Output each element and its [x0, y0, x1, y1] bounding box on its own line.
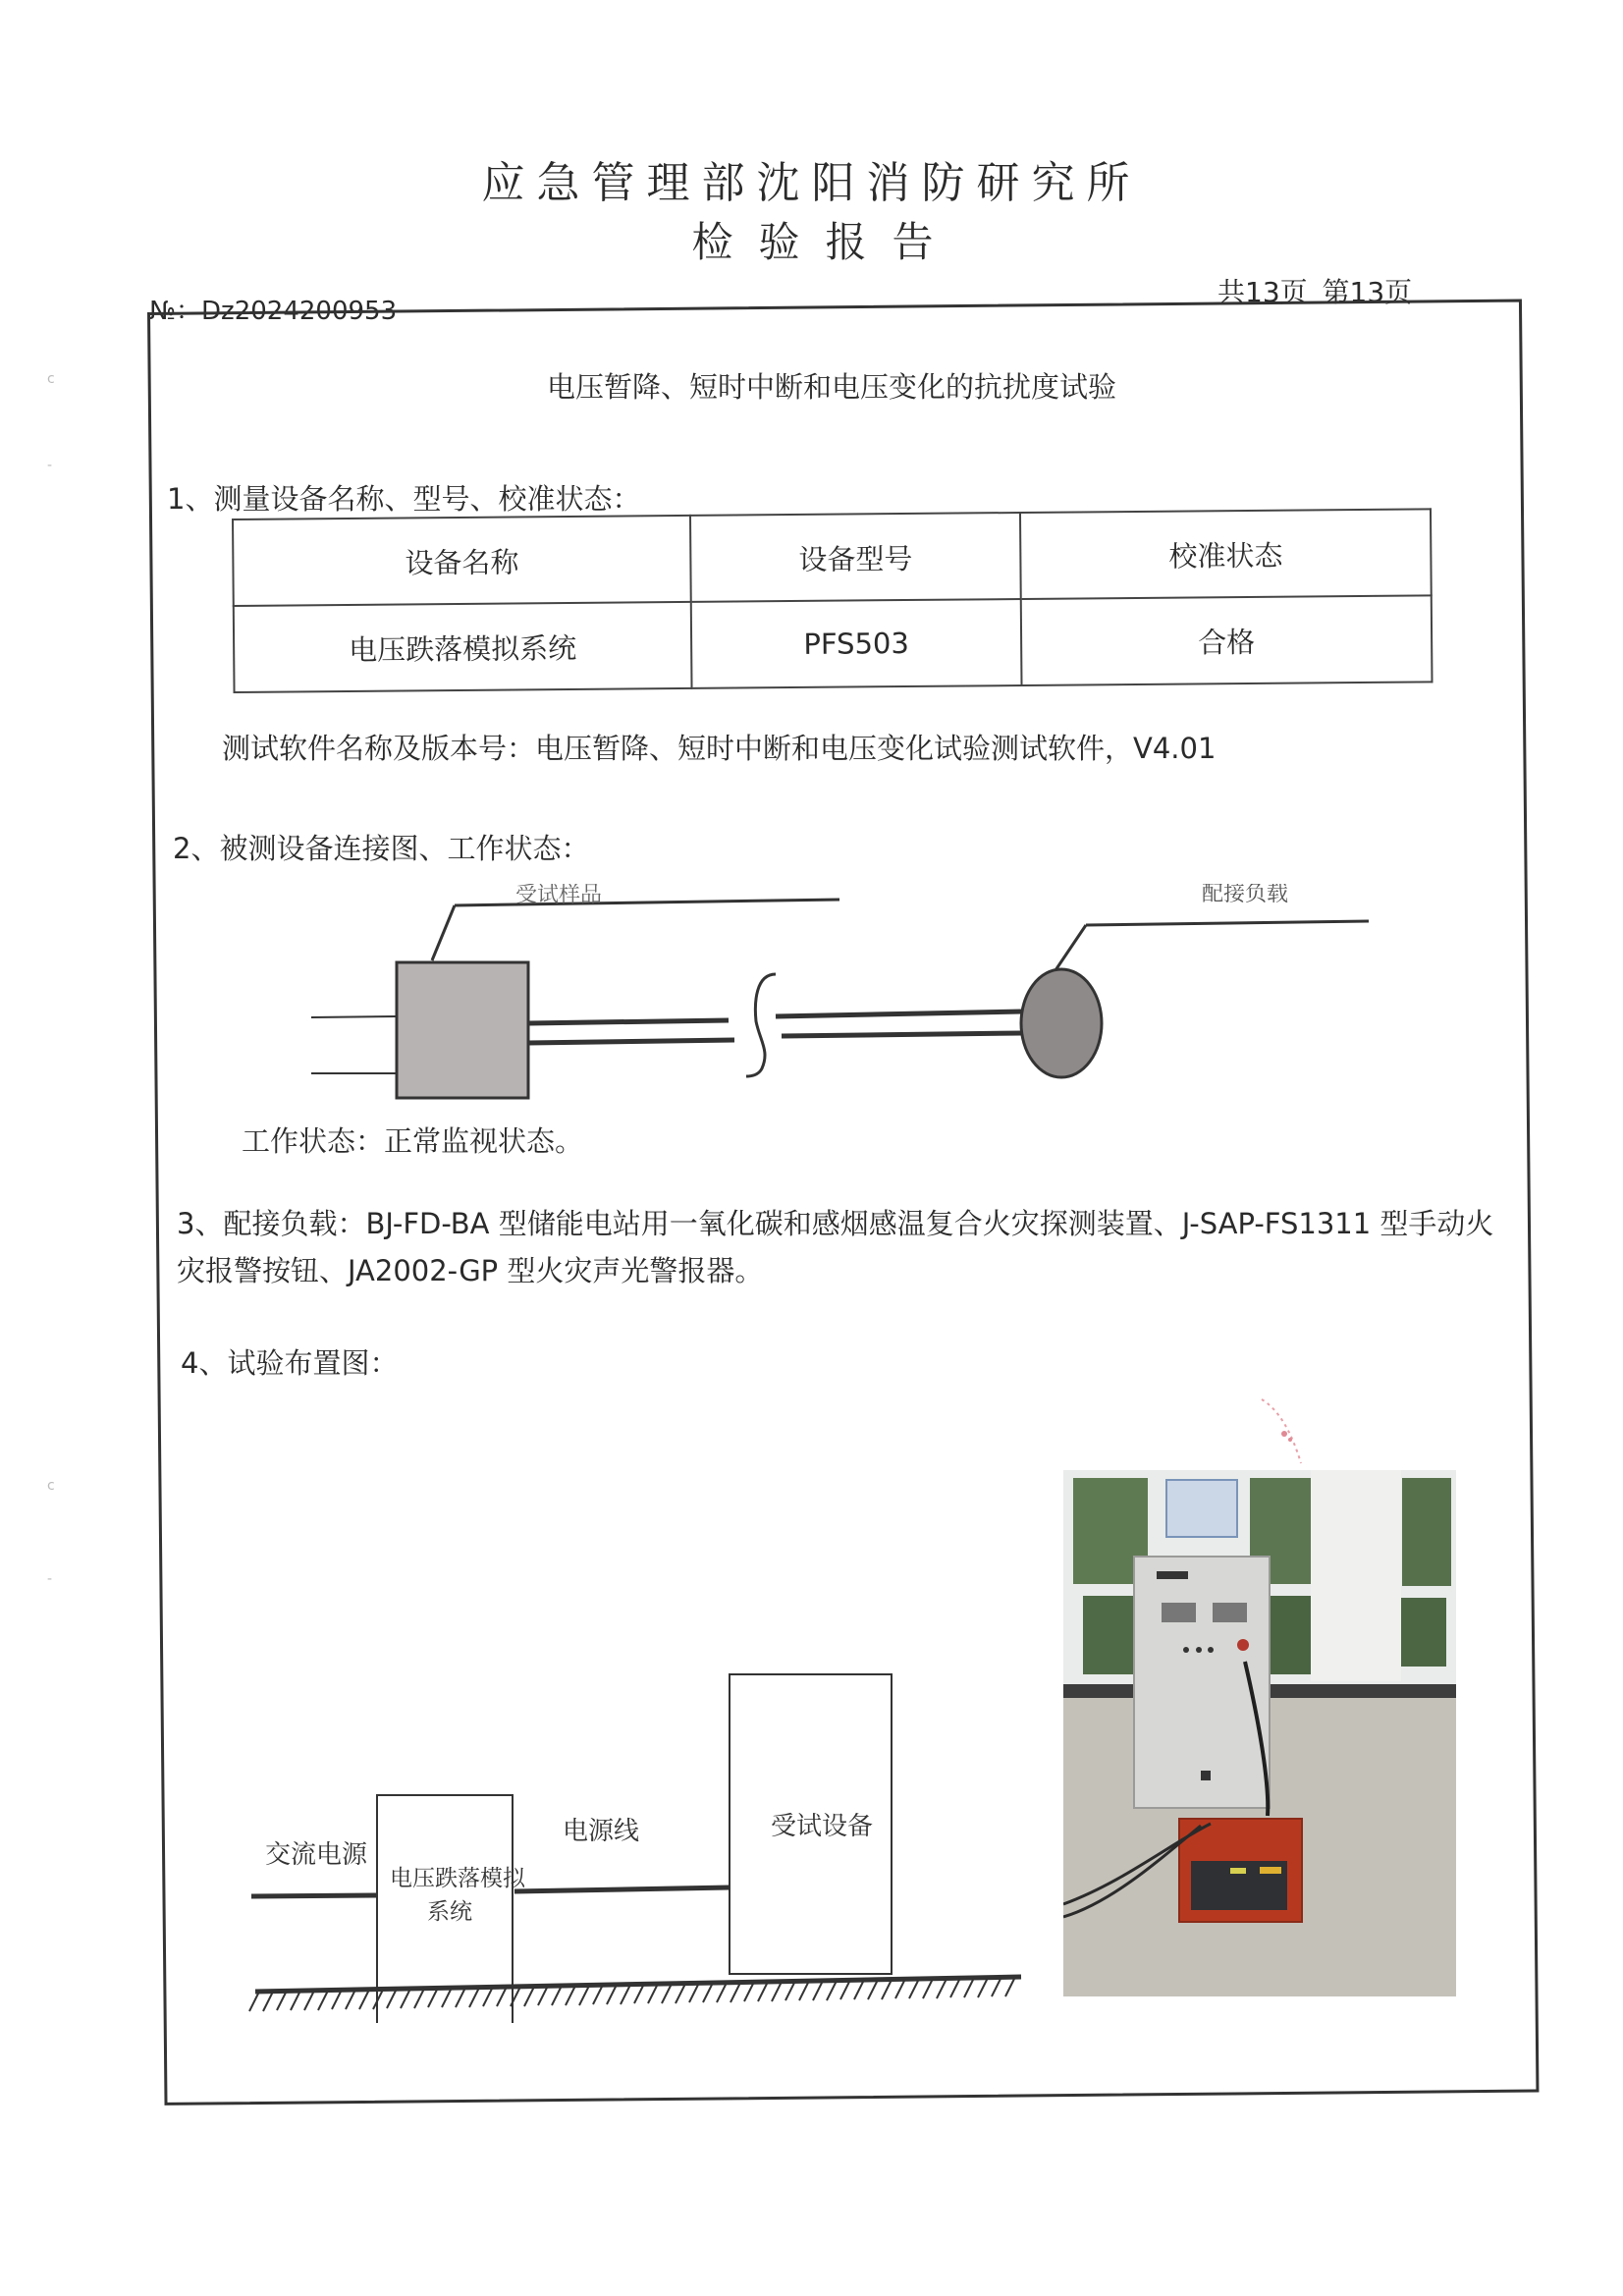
section1-heading: 1、测量设备名称、型号、校准状态： — [167, 482, 641, 516]
binding-hole-mark: c — [47, 1478, 55, 1494]
table-header-row — [233, 509, 1432, 606]
section4-heading: 4、试验布置图： — [181, 1346, 399, 1380]
test-sample-box — [397, 962, 528, 1098]
binding-hole-mark: - — [47, 458, 53, 473]
red-stamp-mark — [1257, 1394, 1335, 1473]
section-title: 电压暂降、短时中断和电压变化的抗扰度试验 — [546, 370, 1116, 404]
test-layout-diagram — [245, 1660, 1041, 2027]
simulator-label-line1: 电压跌落模拟 — [390, 1866, 525, 1890]
test-layout-svg — [245, 1660, 1041, 2023]
simulator-label-line2: 系统 — [427, 1899, 472, 1924]
work-state: 工作状态：正常监视状态。 — [242, 1124, 584, 1158]
ac-source-line — [251, 1895, 377, 1896]
cell-calibration-status: 合格 — [1021, 595, 1433, 685]
binding-hole-mark: c — [47, 371, 55, 387]
load-circle — [1021, 969, 1102, 1077]
table-row — [234, 595, 1433, 692]
cell-equipment-name: 电压跌落模拟系统 — [234, 602, 692, 692]
test-setup-photo — [1063, 1470, 1456, 1996]
cell-equipment-model: PFS503 — [691, 599, 1022, 688]
ac-source-label: 交流电源 — [265, 1840, 368, 1869]
report-number: №：Dz2024200953 — [149, 297, 398, 326]
section2-heading: 2、被测设备连接图、工作状态： — [173, 832, 590, 865]
break-symbol — [746, 974, 776, 1076]
column-header-model: 设备型号 — [690, 513, 1021, 602]
ground-line — [255, 1977, 1021, 1992]
binding-hole-mark: - — [47, 1571, 53, 1587]
page-info: 共13页 第13页 — [1217, 276, 1413, 308]
section3-load-description: 3、配接负载：BJ-FD-BA 型储能电站用一氧化碳和感烟感温复合火灾探测装置、J-SAP-FS1311 型手动火灾报警按钮、JA2002-GP 型火灾声光警报器。 — [177, 1207, 1494, 1287]
equipment-table — [232, 508, 1434, 693]
column-header-name: 设备名称 — [233, 516, 691, 606]
sample-label: 受试样品 — [515, 884, 603, 906]
eut-label: 受试设备 — [771, 1812, 874, 1840]
power-cable-line — [514, 1887, 730, 1891]
test-setup-photo-illustration — [1063, 1470, 1456, 1996]
connection-diagram — [295, 884, 1394, 1123]
column-header-calibration: 校准状态 — [1020, 509, 1432, 599]
organization-name: 应急管理部沈阳消防研究所 — [481, 158, 1142, 208]
connection-diagram-svg — [295, 884, 1394, 1120]
load-label: 配接负载 — [1202, 884, 1289, 905]
power-cable-label: 电源线 — [563, 1817, 640, 1845]
document-type-title: 检验报告 — [691, 218, 959, 266]
software-info: 测试软件名称及版本号：电压暂降、短时中断和电压变化试验测试软件，V4.01 — [222, 732, 1217, 765]
